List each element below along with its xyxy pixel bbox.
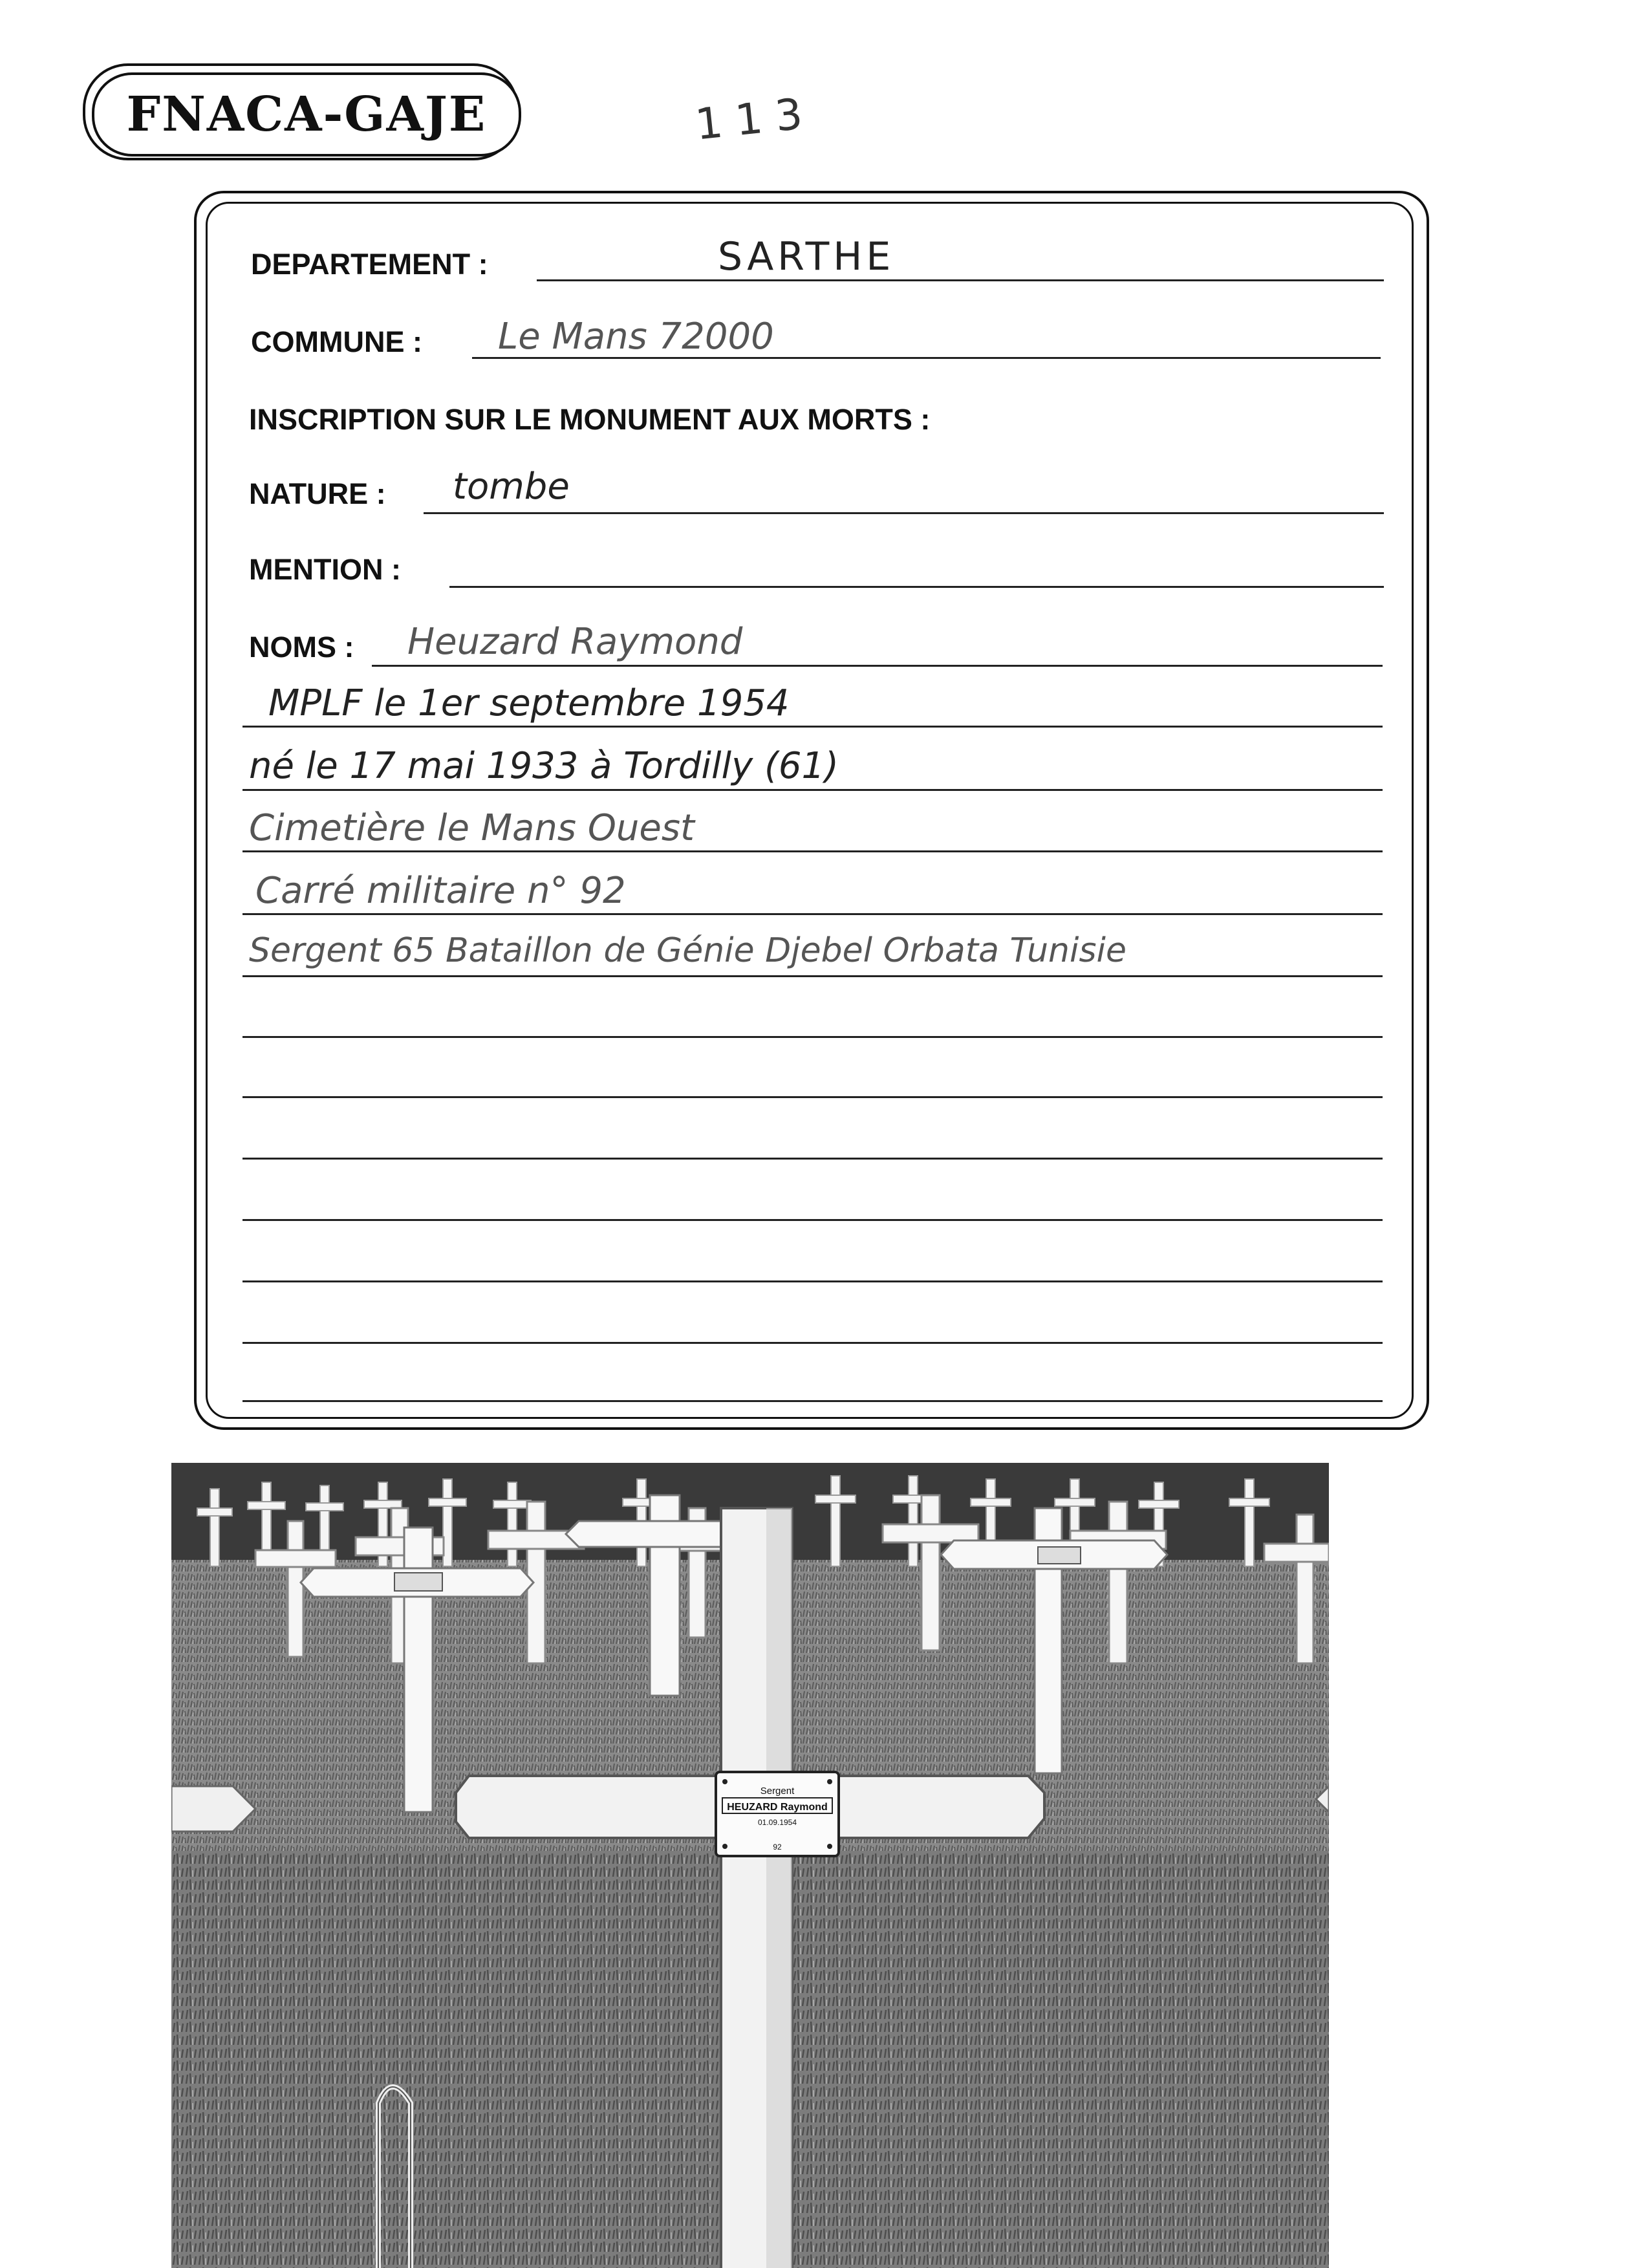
plaque-number: 92 [773,1842,782,1852]
nature-label: NATURE : [249,477,386,510]
plaque-name: HEUZARD Raymond [727,1802,828,1813]
commune-value: Le Mans 72000 [498,316,774,358]
nature-line [424,512,1384,514]
departement-line [537,279,1384,281]
header-badge [92,72,521,157]
noms-line-4: Cimetière le Mans Ouest [249,807,695,849]
folio-number: 113 [693,87,818,150]
ruled-line [242,913,1383,915]
mention-label: MENTION : [249,553,401,586]
mention-line [449,586,1384,588]
inscription-label: INSCRIPTION SUR LE MONUMENT AUX MORTS : [249,403,931,436]
commune-label: COMMUNE : [251,325,422,358]
ruled-line [242,1280,1383,1282]
noms-line-1: Heuzard Raymond [407,621,743,663]
noms-label: NOMS : [249,631,354,664]
ruled-line [242,1400,1383,1402]
ruled-line [242,850,1383,852]
noms-line-6: Sergent 65 Bataillon de Génie Djebel Orbata Tunisie [249,931,1126,970]
nature-value: tombe [453,466,570,508]
cemetery-photo [171,1463,1329,2268]
ruled-line [242,1342,1383,1344]
ruled-line [242,1036,1383,1038]
departement-label: DEPARTEMENT : [251,248,488,281]
ruled-line [242,726,1383,728]
departement-value: SARTHE [718,234,895,279]
ruled-line [242,1158,1383,1160]
ruled-line [242,1219,1383,1221]
ruled-line [242,975,1383,977]
ruled-line [242,1096,1383,1098]
noms-line-2: MPLF le 1er septembre 1954 [268,682,790,724]
noms-line-3: né le 17 mai 1933 à Tordilly (61) [249,745,839,787]
organization-name: FNACA-GAJE [126,87,487,142]
plaque-rank: Sergent [760,1786,795,1797]
noms-line [372,665,1383,667]
plaque-date: 01.09.1954 [757,1818,797,1827]
noms-line-5: Carré militaire n° 92 [255,870,626,912]
ruled-line [242,789,1383,791]
